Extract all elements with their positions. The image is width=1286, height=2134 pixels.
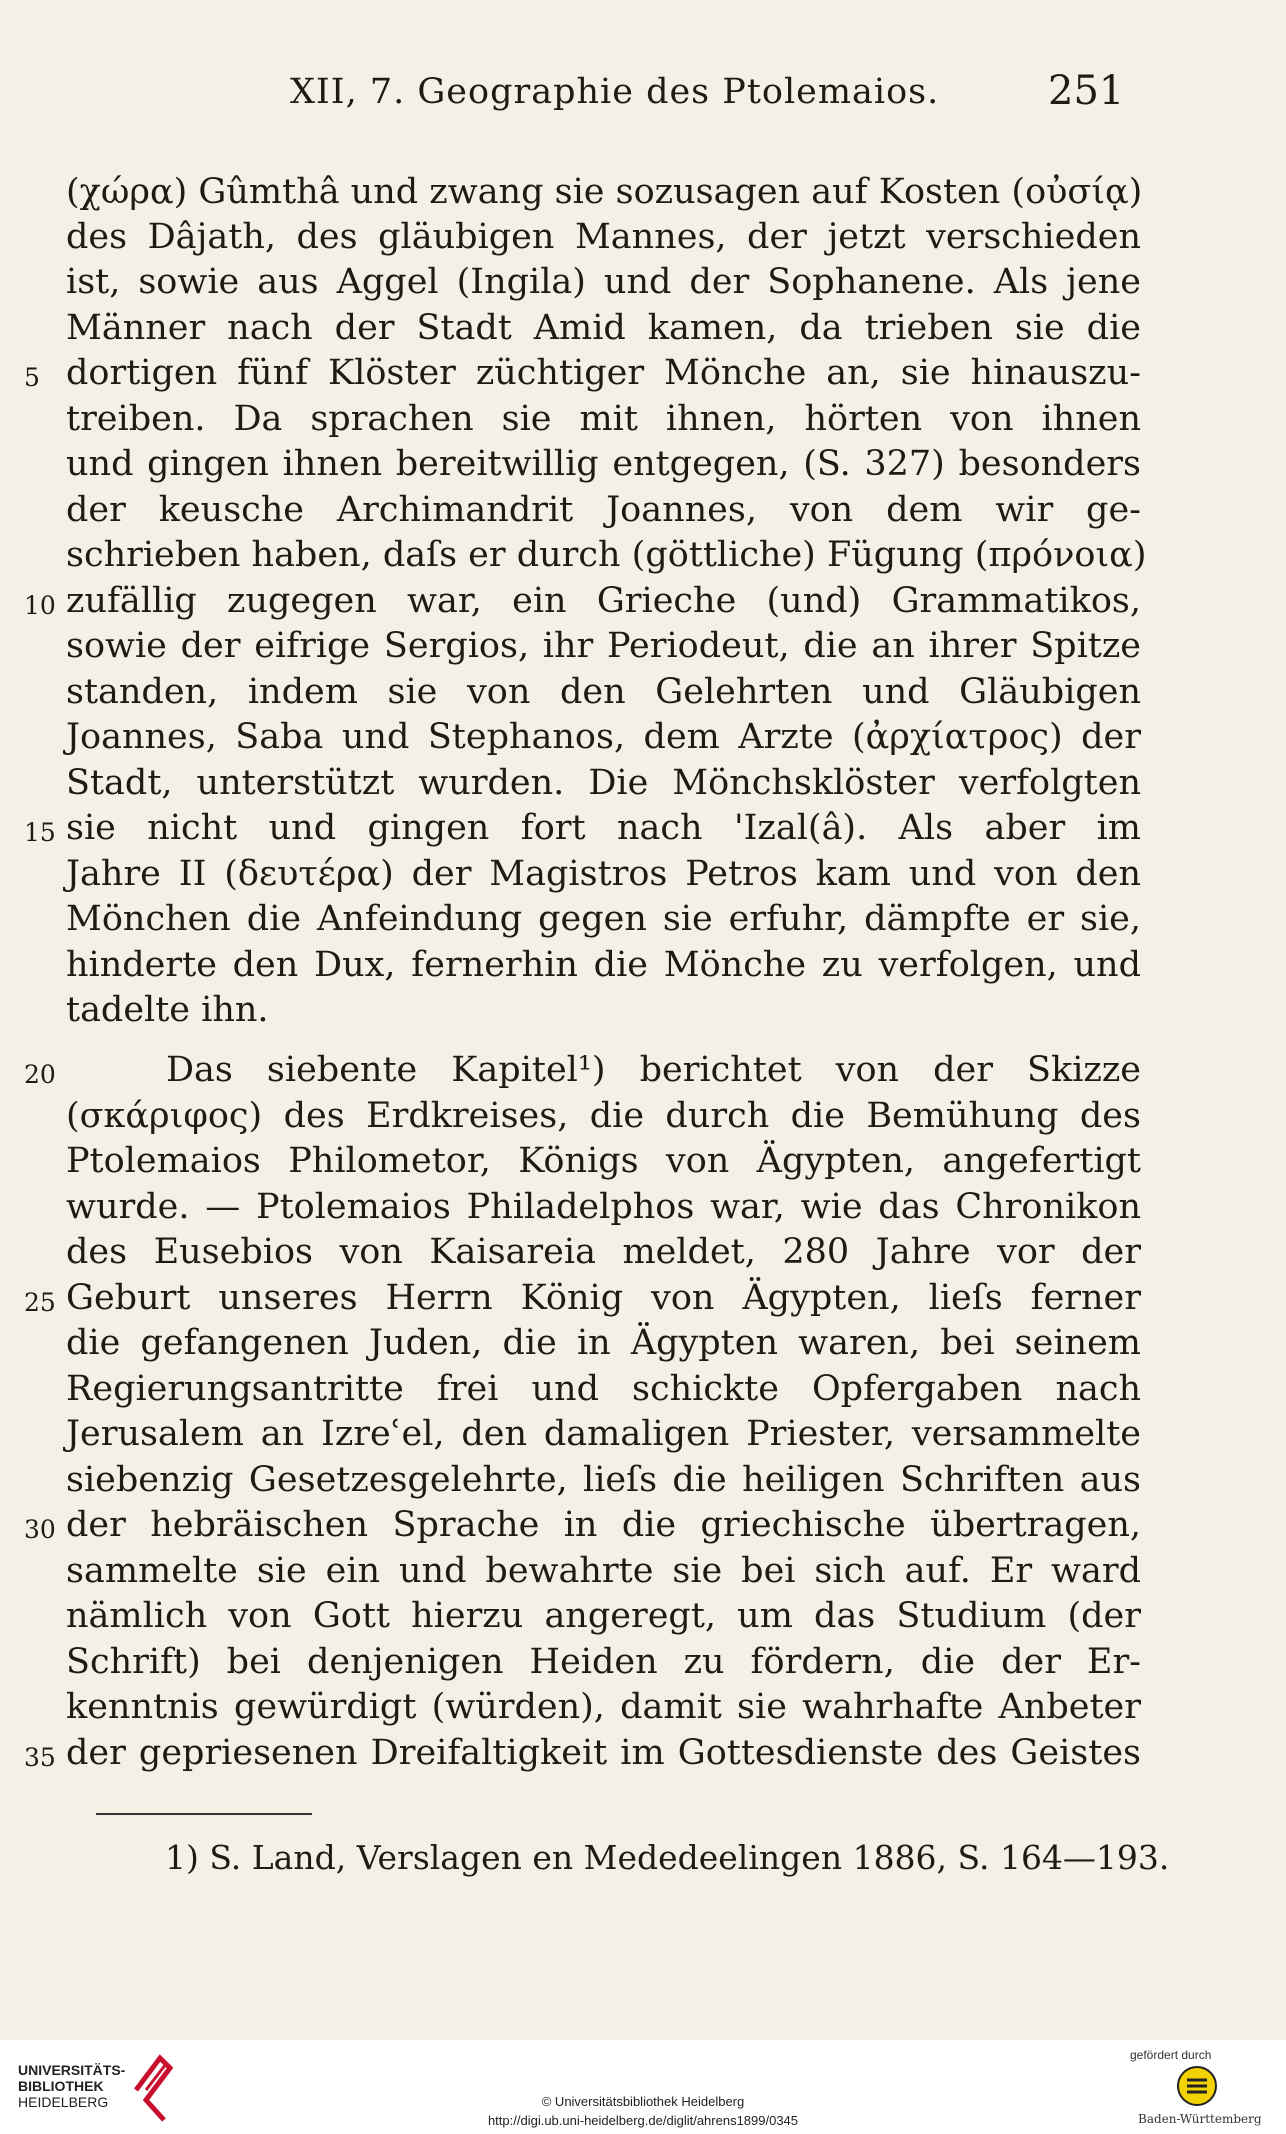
text-line: Joannes, Saba und Stephanos, dem Arzte (ἀρχίατρος) der [66,717,1141,757]
page-number: 251 [1048,68,1125,114]
permalink[interactable]: http://digi.ub.uni-heidelberg.de/diglit/ahrens1899/0345 [487,2113,799,2128]
logo-line: HEIDELBERG [18,2094,109,2110]
text-line: ist, sowie aus Aggel (Ingila) und der Sophanene. Als jene [66,262,1141,302]
state-crest-icon [1175,2064,1219,2108]
text-line: siebenzig Gesetzesgelehrte, lieſs die heiligen Schriften aus [66,1460,1141,1500]
text-line: schrieben haben, daſs er durch (göttliche) Fügung (πρόνοια) [66,535,1147,575]
line-number: 30 [24,1515,56,1544]
text-line: sie nicht und gingen fort nach 'Izal(â). Als aber im [66,808,1141,848]
text-line: kenntnis gewürdigt (würden), damit sie wahrhafte Anbeter [66,1687,1141,1727]
copyright-text: © Universitätsbibliothek Heidelberg [541,2094,745,2109]
line-number: 5 [24,363,40,392]
sponsor-label: gefördert durch [1130,2048,1212,2062]
text-line: sowie der eifrige Sergios, ihr Periodeut, die an ihrer Spitze [66,626,1141,666]
text-line: Ptolemaios Philometor, Königs von Ägypten, angefertigt [66,1141,1141,1181]
line-number: 15 [24,818,56,847]
text-line: zufällig zugegen war, ein Grieche (und) Grammatikos, [66,581,1141,621]
text-line: dortigen fünf Klöster züchtiger Mönche an, sie hinauszu- [66,353,1141,393]
text-line: hinderte den Dux, fernerhin die Mönche zu verfolgen, und [66,945,1141,985]
text-line: Geburt unseres Herrn König von Ägypten, lieſs ferner [66,1278,1141,1318]
text-line: nämlich von Gott hierzu angeregt, um das Studium (der [66,1596,1141,1636]
text-line: standen, indem sie von den Gelehrten und Gläubigen [66,672,1141,712]
text-line: Das siebente Kapitel¹) berichtet von der Skizze [166,1050,1141,1090]
text-line: (σκάριφος) des Erdkreises, die durch die Bemühung des [66,1096,1141,1136]
line-number: 10 [24,591,56,620]
text-line: Schrift) bei denjenigen Heiden zu fördern, die der Er- [66,1642,1141,1682]
text-line: Regierungsantritte frei und schickte Opfergaben nach [66,1369,1141,1409]
text-line: sammelte sie ein und bewahrte sie bei sich auf. Er ward [66,1551,1141,1591]
sponsor-name: Baden-Württemberg [1138,2112,1262,2126]
text-line: Jerusalem an Izreʿel, den damaligen Priester, versammelte [66,1414,1141,1454]
text-line: der hebräischen Sprache in die griechische übertragen, [66,1505,1141,1545]
footnote: 1) S. Land, Verslagen en Mededeelingen 1886, S. 164—193. [165,1838,1170,1877]
logo-line: UNIVERSITÄTS- [18,2062,126,2078]
footnote-rule [96,1813,312,1815]
line-number: 25 [24,1288,56,1317]
line-number: 35 [24,1743,56,1772]
text-line: des Eusebios von Kaisareia meldet, 280 Jahre vor der [66,1232,1141,1272]
line-number: 20 [24,1060,56,1089]
text-line: Mönchen die Anfeindung gegen sie erfuhr, dämpfte er sie, [66,899,1141,939]
text-line: treiben. Da sprachen sie mit ihnen, hörten von ihnen [66,399,1141,439]
text-line: tadelte ihn. [66,990,269,1030]
text-line: und gingen ihnen bereitwillig entgegen, (S. 327) besonders [66,444,1141,484]
text-line: (χώρα) Gûmthâ und zwang sie sozusagen auf Kosten (οὐσίᾳ) [66,172,1143,212]
logo-line: BIBLIOTHEK [18,2078,104,2094]
text-line: des Dâjath, des gläubigen Mannes, der jetzt verschieden [66,217,1141,257]
running-header: XII, 7. Geographie des Ptolemaios. [290,72,940,112]
text-line: der keusche Archimandrit Joannes, von dem wir ge- [66,490,1141,530]
text-line: Stadt, unterstützt wurden. Die Mönchsklöster verfolgten [66,763,1141,803]
text-line: wurde. — Ptolemaios Philadelphos war, wie das Chronikon [66,1187,1141,1227]
text-line: Jahre II (δευτέρα) der Magistros Petros kam und von den [66,854,1141,894]
text-line: der gepriesenen Dreifaltigkeit im Gottesdienste des Geistes [66,1733,1141,1773]
text-line: Männer nach der Stadt Amid kamen, da trieben sie die [66,308,1141,348]
text-line: die gefangenen Juden, die in Ägypten waren, bei seinem [66,1323,1141,1363]
